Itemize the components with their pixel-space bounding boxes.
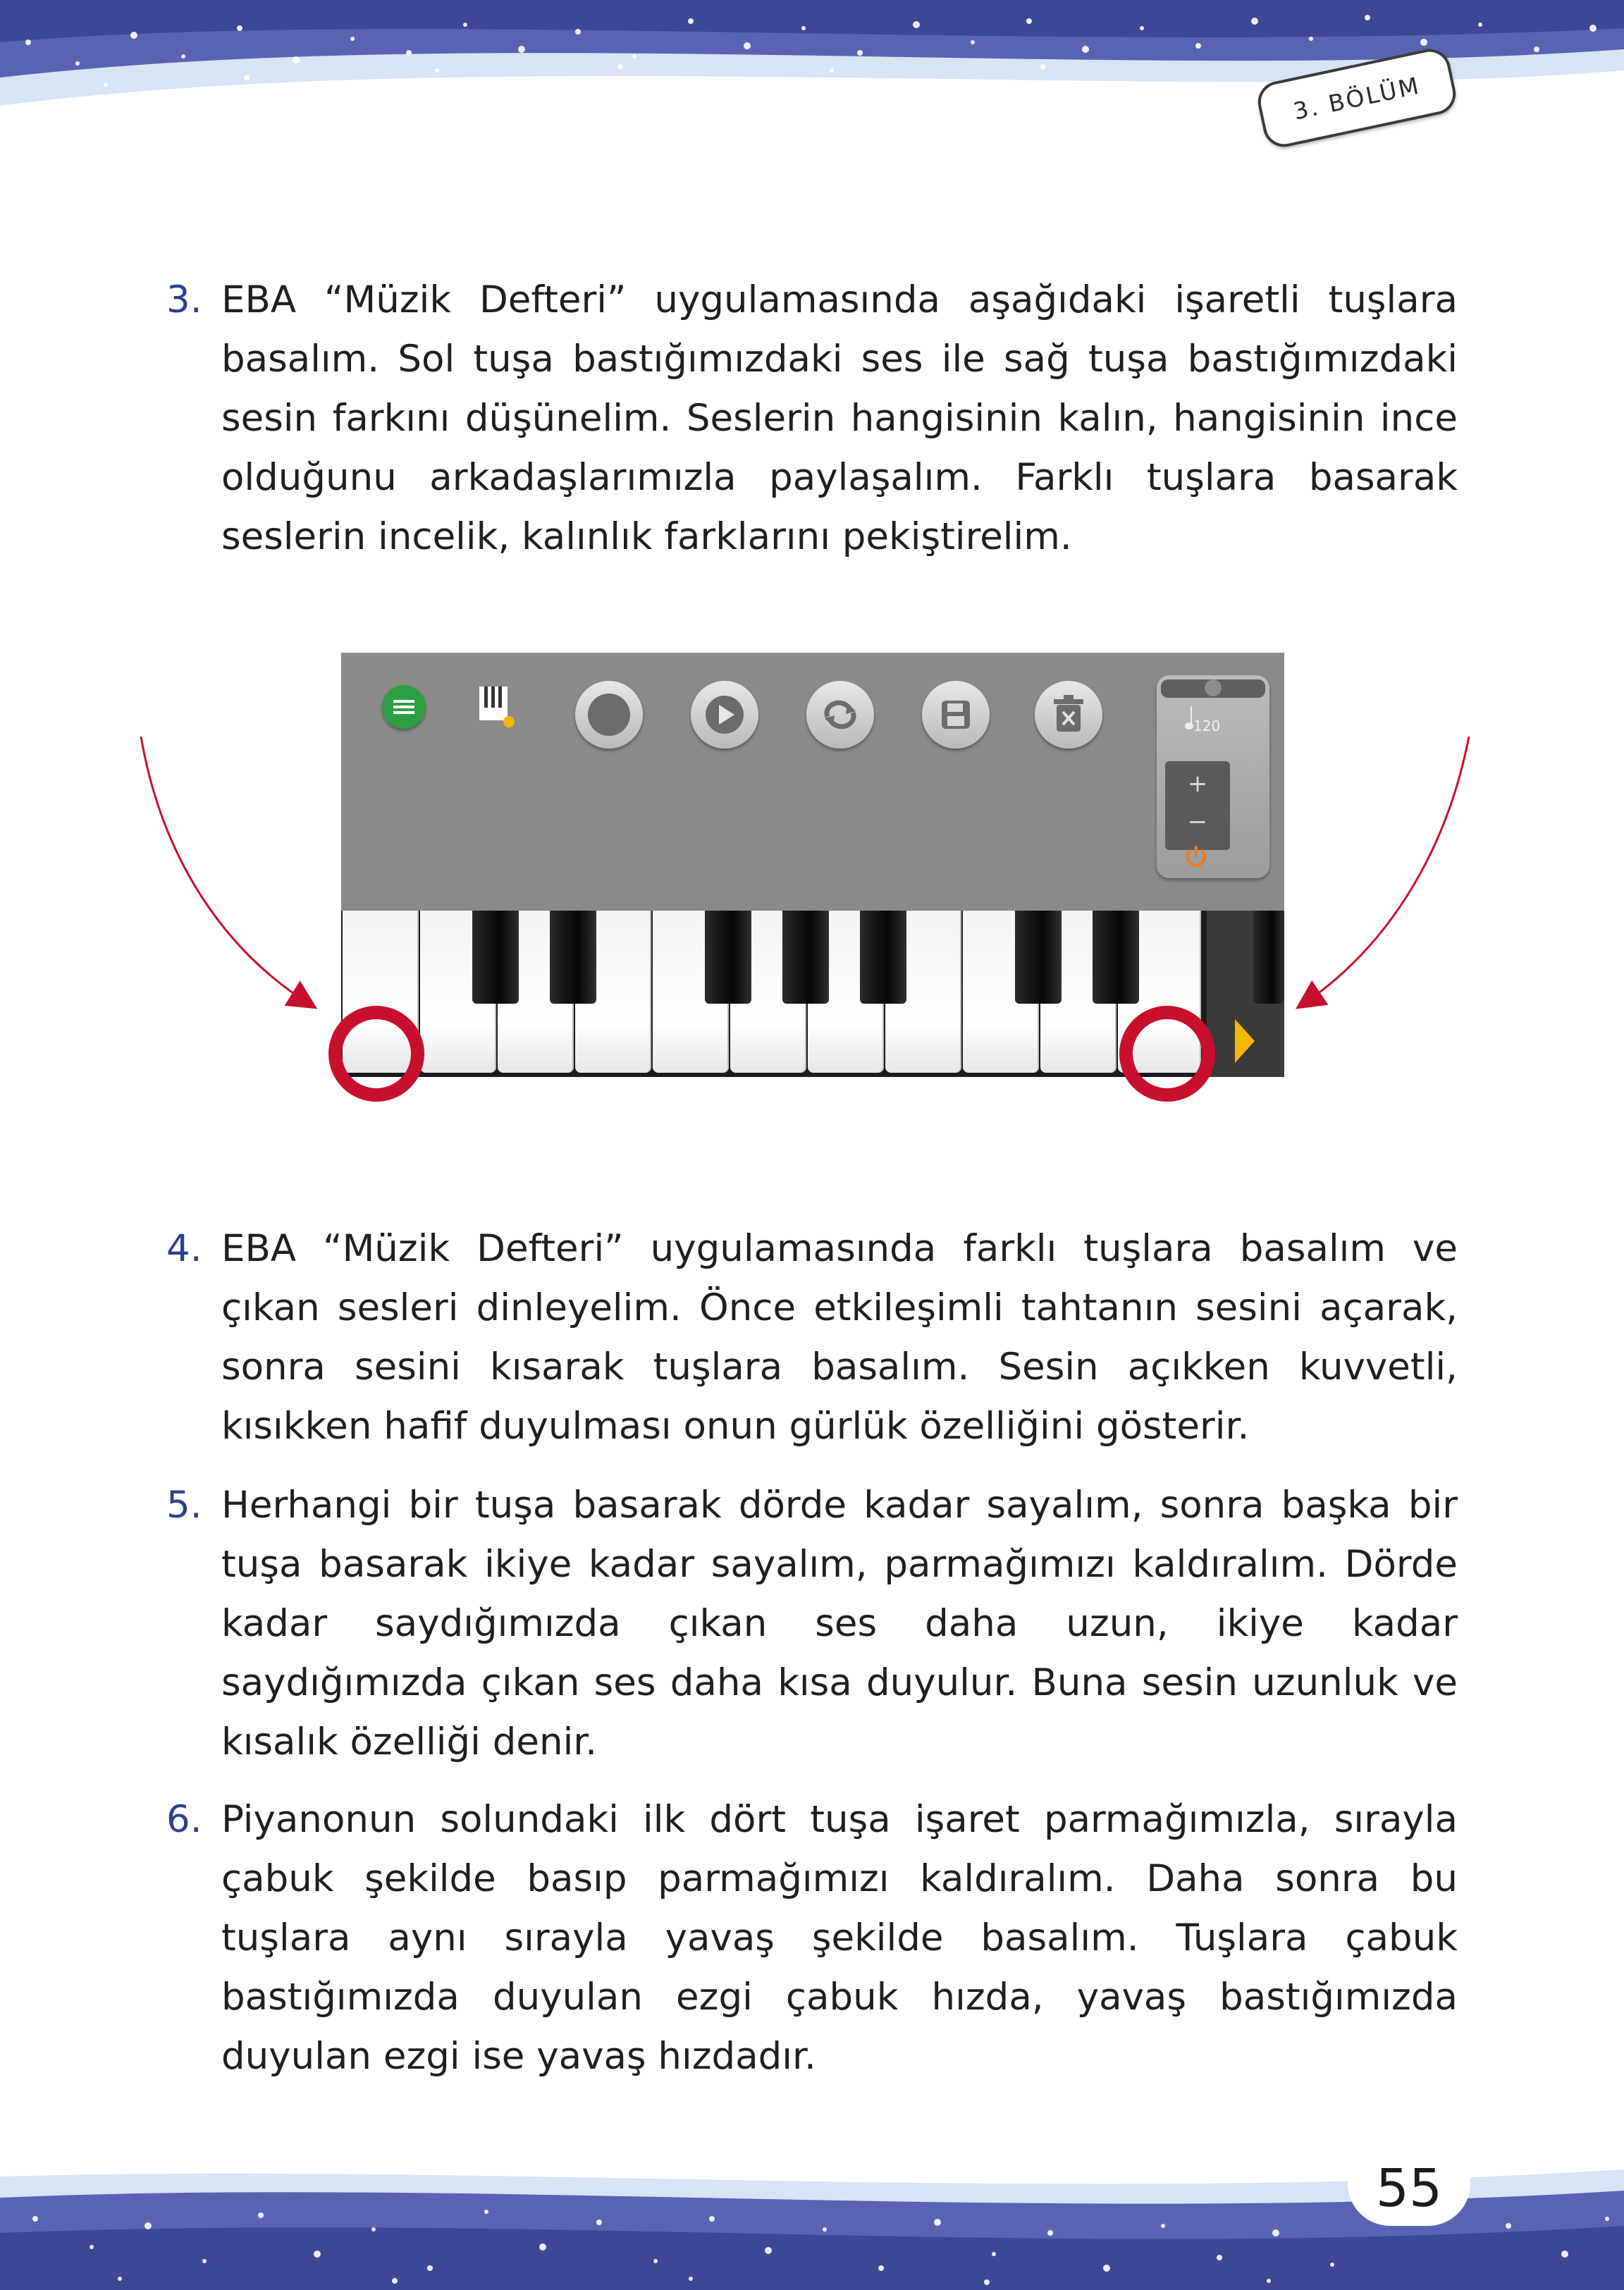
tempo-minus-button[interactable]: − xyxy=(1187,808,1208,836)
item-number: 5. xyxy=(166,1484,202,1527)
black-key-2[interactable] xyxy=(550,911,596,1004)
page-number xyxy=(1348,2151,1470,2226)
item-text: Herhangi bir tuşa basarak dörde kadar sayalım, sonra başka bir tuşa basarak ikiye kadar sayalım, parmağımızı kaldıralım. Dörde kadar saydığımızda çıkan ses daha uzun, ikiye kadar saydığımızda çıkan ses daha kısa duyulur. Buna sesin uzunluk ve kısalık özelliği denir. xyxy=(221,1484,1458,1763)
exercise-item-6 xyxy=(166,1790,1458,2086)
tempo-panel xyxy=(1157,675,1269,878)
play-button[interactable] xyxy=(691,681,758,749)
loop-icon xyxy=(819,697,861,732)
tempo-stepper xyxy=(1165,761,1230,850)
item-number: 4. xyxy=(166,1227,202,1270)
item-text: EBA “Müzik Defteri” uygulamasında farklı tuşlara basalım ve çıkan sesleri dinleyelim. Önce etkileşimli tahtanın sesini açarak, sonra sesini kısarak tuşlara basalım. Sesin açıkken kuvvetli, kısıkken hafif duyulması onun gürlük özelliğini gösterir. xyxy=(221,1227,1458,1448)
save-button[interactable] xyxy=(922,681,990,749)
black-key-7[interactable] xyxy=(1093,911,1139,1004)
delete-icon xyxy=(1051,695,1086,734)
record-icon xyxy=(588,694,630,736)
piano-keys-icon[interactable] xyxy=(478,685,516,727)
black-key-1[interactable] xyxy=(472,911,519,1004)
power-icon[interactable] xyxy=(1183,843,1209,868)
exercise-item-5 xyxy=(166,1476,1458,1772)
section-tag-label: 3. BÖLÜM xyxy=(1291,70,1423,125)
record-button[interactable] xyxy=(575,681,643,749)
black-key-5[interactable] xyxy=(860,911,906,1004)
black-key-6[interactable] xyxy=(1015,911,1062,1004)
tempo-plus-button[interactable]: + xyxy=(1187,770,1208,798)
tempo-value: 120 xyxy=(1193,718,1221,734)
item-number: 3. xyxy=(166,278,202,321)
loop-button[interactable] xyxy=(806,681,874,749)
menu-icon[interactable] xyxy=(382,685,426,729)
black-key-8 xyxy=(1253,911,1284,1004)
exercise-item-4 xyxy=(166,1219,1458,1456)
tempo-panel-cap xyxy=(1161,679,1265,698)
play-icon xyxy=(705,695,744,734)
next-octave-arrow-icon[interactable] xyxy=(1232,1016,1257,1066)
right-key-marker xyxy=(1119,1006,1215,1102)
black-key-4[interactable] xyxy=(782,911,829,1004)
item-text: EBA “Müzik Defteri” uygulamasında aşağıdaki işaretli tuşlara basalım. Sol tuşa bastığımızdaki ses ile sağ tuşa bastığımızdaki sesin farkını düşünelim. Seslerin hangisinin kalın, hangisinin ince olduğunu arkadaşlarımızla paylaşalım. Farklı tuşlara basarak seslerin incelik, kalınlık farklarını pekiştirelim. xyxy=(221,278,1458,558)
save-icon xyxy=(939,698,973,732)
page-number-label: 55 xyxy=(1375,2158,1443,2219)
item-number: 6. xyxy=(166,1798,202,1841)
item-text: Piyanonun solundaki ilk dört tuşa işaret parmağımızla, sırayla çabuk şekilde basıp parmağımızı kaldıralım. Daha sonra bu tuşlara aynı sırayla yavaş şekilde basalım. Tuşlara çabuk bastığımızda duyulan ezgi çabuk hızda, yavaş bastığımızda duyulan ezgi ise yavaş hızdadır. xyxy=(221,1798,1458,2078)
black-key-3[interactable] xyxy=(705,911,751,1004)
delete-button[interactable] xyxy=(1035,681,1102,749)
left-key-marker xyxy=(328,1006,424,1102)
